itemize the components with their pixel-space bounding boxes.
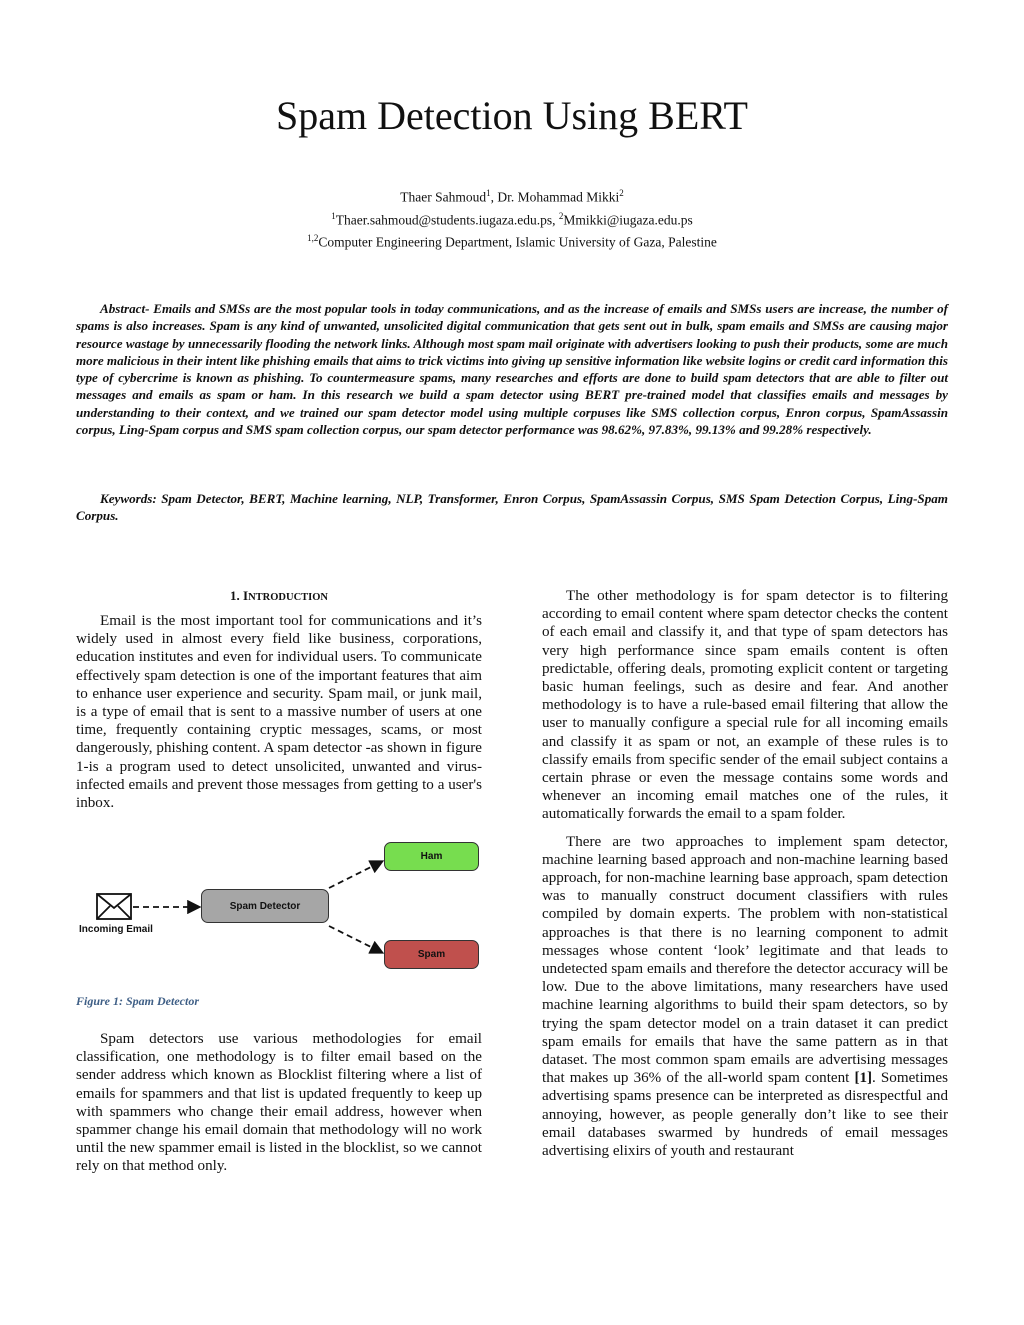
author-name: Dr. Mohammad Mikki: [497, 189, 620, 205]
envelope-icon: [97, 894, 131, 919]
paper-title: Spam Detection Using BERT: [276, 93, 748, 138]
paragraph: The other methodology is for spam detector is to filtering according to email content where spam detector checks the content of each email and classify it, and that type of spam detectors has very high performance since spam emails content is often predictable, offering deals, promoting explicit content or targeting basic human feelings, such as desire and fear. And another methodology is to have a rule-based email filtering that allow the user to manually configure a special rule for all incoming emails and classify it as spam or not, an example of these rules is to classify emails from specific sender of the email subject contains a certain phrase or even the message contains some words and whenever an incoming email matches one of the rules, it automatically forwards the email to a spam folder.: [542, 588, 948, 823]
abstract: Abstract- Emails and SMSs are the most popular tools in today communications, and as the increase of emails and SMSs users are increase, the number of spams is also increases. Spam is any kind of unwanted, unsolicited digital communication that gets sent out in bulk, spam emails and SMSs are causing major resource wastage by unnecessarily flooding the network links. Although most spam mail originate with advertisers looking to push their products, some are much more malicious in their intent like phishing emails that aims to trick victims into giving up sensitive information like website logins or credit card information this type of cybercrime is known as phishing. To countermeasure spams, many researches and efforts are done to build spam detectors that are able to filter out messages and emails as spam or ham. In this research we build a spam detector using BERT pre-trained model that classifies emails and messages by understanding to their context, and we trained our spam detector model using multiple corpuses like SMS collection corpus, Enron corpus, SpamAssassin corpus, Ling-Spam corpus and SMS spam collection corpus, our spam detector performance was 98.62%, 97.83%, 99.13% and 99.28% respectively.: [76, 301, 948, 438]
author-email: Thaer.sahmoud@students.iugaza.edu.ps,: [335, 212, 559, 227]
arrow-to-ham: [329, 862, 381, 888]
figure-caption: Figure 1: Spam Detector: [76, 994, 199, 1008]
affiliation-sup: 1,2: [307, 233, 319, 243]
arrow-to-spam: [329, 926, 381, 952]
emails-line: [0, 207, 1024, 230]
spam-node: Spam: [384, 940, 479, 969]
paragraph: Spam detectors use various methodologies for email classification, one methodology is to filter email based on the sender address which known as Blocklist filtering where a list of emails for spammers and that list is updated frequently to keep up with spammers who change their email address, however when spammer change his email domain that methodology will no work until the new spammer email is listed in the blocklist, so we cannot rely on that method only.: [76, 1031, 482, 1175]
author-email: Mmikki@iugaza.edu.ps: [563, 212, 693, 227]
paragraph-text: There are two approaches to implement spam detector, machine learning based approach and non-machine learning based approach, for non-machine learning base approach, spam detection was to manually construct document classifiers with rules compiled by domain experts. The problem with non-statistical approaches is that there is no learning component to admit messages whose content ‘look’ legitimate and that leads to undetected spam emails and therefore the detector accuracy will be low. Due to the above limitations, many researchers have used machine learning algorithms to build their spam detectors, so by trying the spam detector model on a train dataset it can predict spam emails for emails that have the same pattern as in that dataset. The most common spam emails are advertising messages that makes up 36% of the all-world spam content: [542, 833, 948, 1087]
figure-spam-detector: [76, 840, 482, 990]
paragraph: [542, 833, 948, 1161]
right-column: [542, 587, 948, 1160]
author-block: [0, 184, 1024, 252]
affiliation-line: [0, 229, 1024, 252]
ham-node: Ham: [384, 842, 479, 871]
authors-line: [0, 184, 1024, 207]
citation-ref[interactable]: [1]: [854, 1070, 873, 1087]
section-heading-introduction: [76, 588, 482, 604]
paragraph: Email is the most important tool for communications and it’s widely used in almost every field like business, corporations, education institutes and even for individual users. To communicate effectively spam detection is one of the important features that aim to enhance user experience and security. Spam mail, or junk mail, is a type of email that is sent to a massive number of users at one time, frequently containing cryptic messages, scams, or most dangerously, phishing content. A spam detector -as shown in figure 1-is a program used to detect unsolicited, unwanted and virus-infected emails and prevent those messages from getting to a user's inbox.: [76, 613, 482, 812]
email-sup: 2: [558, 210, 564, 221]
paragraph-text: . Sometimes advertising spams presence can be interpreted as disrespectful and annoying, however, as people generally don’t like to see their email databases swarmed by hundreds of email messages advertising elixirs of youth and restaurant: [542, 1070, 948, 1160]
keywords: Keywords: Spam Detector, BERT, Machine learning, NLP, Transformer, Enron Corpus, SpamAssassin Corpus, SMS Spam Detection Corpus, Ling-Spam Corpus.: [76, 491, 948, 524]
section-number: 1. I: [230, 588, 249, 603]
author-name: Thaer Sahmoud: [400, 189, 487, 205]
section-title: NTRODUCTION: [248, 592, 328, 603]
left-column-top: [76, 612, 482, 812]
author-sup: 1: [486, 188, 491, 198]
affiliation-text: Computer Engineering Department, Islamic University of Gaza, Palestine: [318, 234, 717, 250]
email-sup: 1: [331, 210, 336, 221]
author-separator: ,: [490, 189, 498, 205]
spam-detector-node: Spam Detector: [201, 889, 329, 923]
left-column-bottom: [76, 1030, 482, 1176]
author-sup: 2: [619, 188, 624, 198]
incoming-email-label: Incoming Email: [79, 924, 153, 935]
